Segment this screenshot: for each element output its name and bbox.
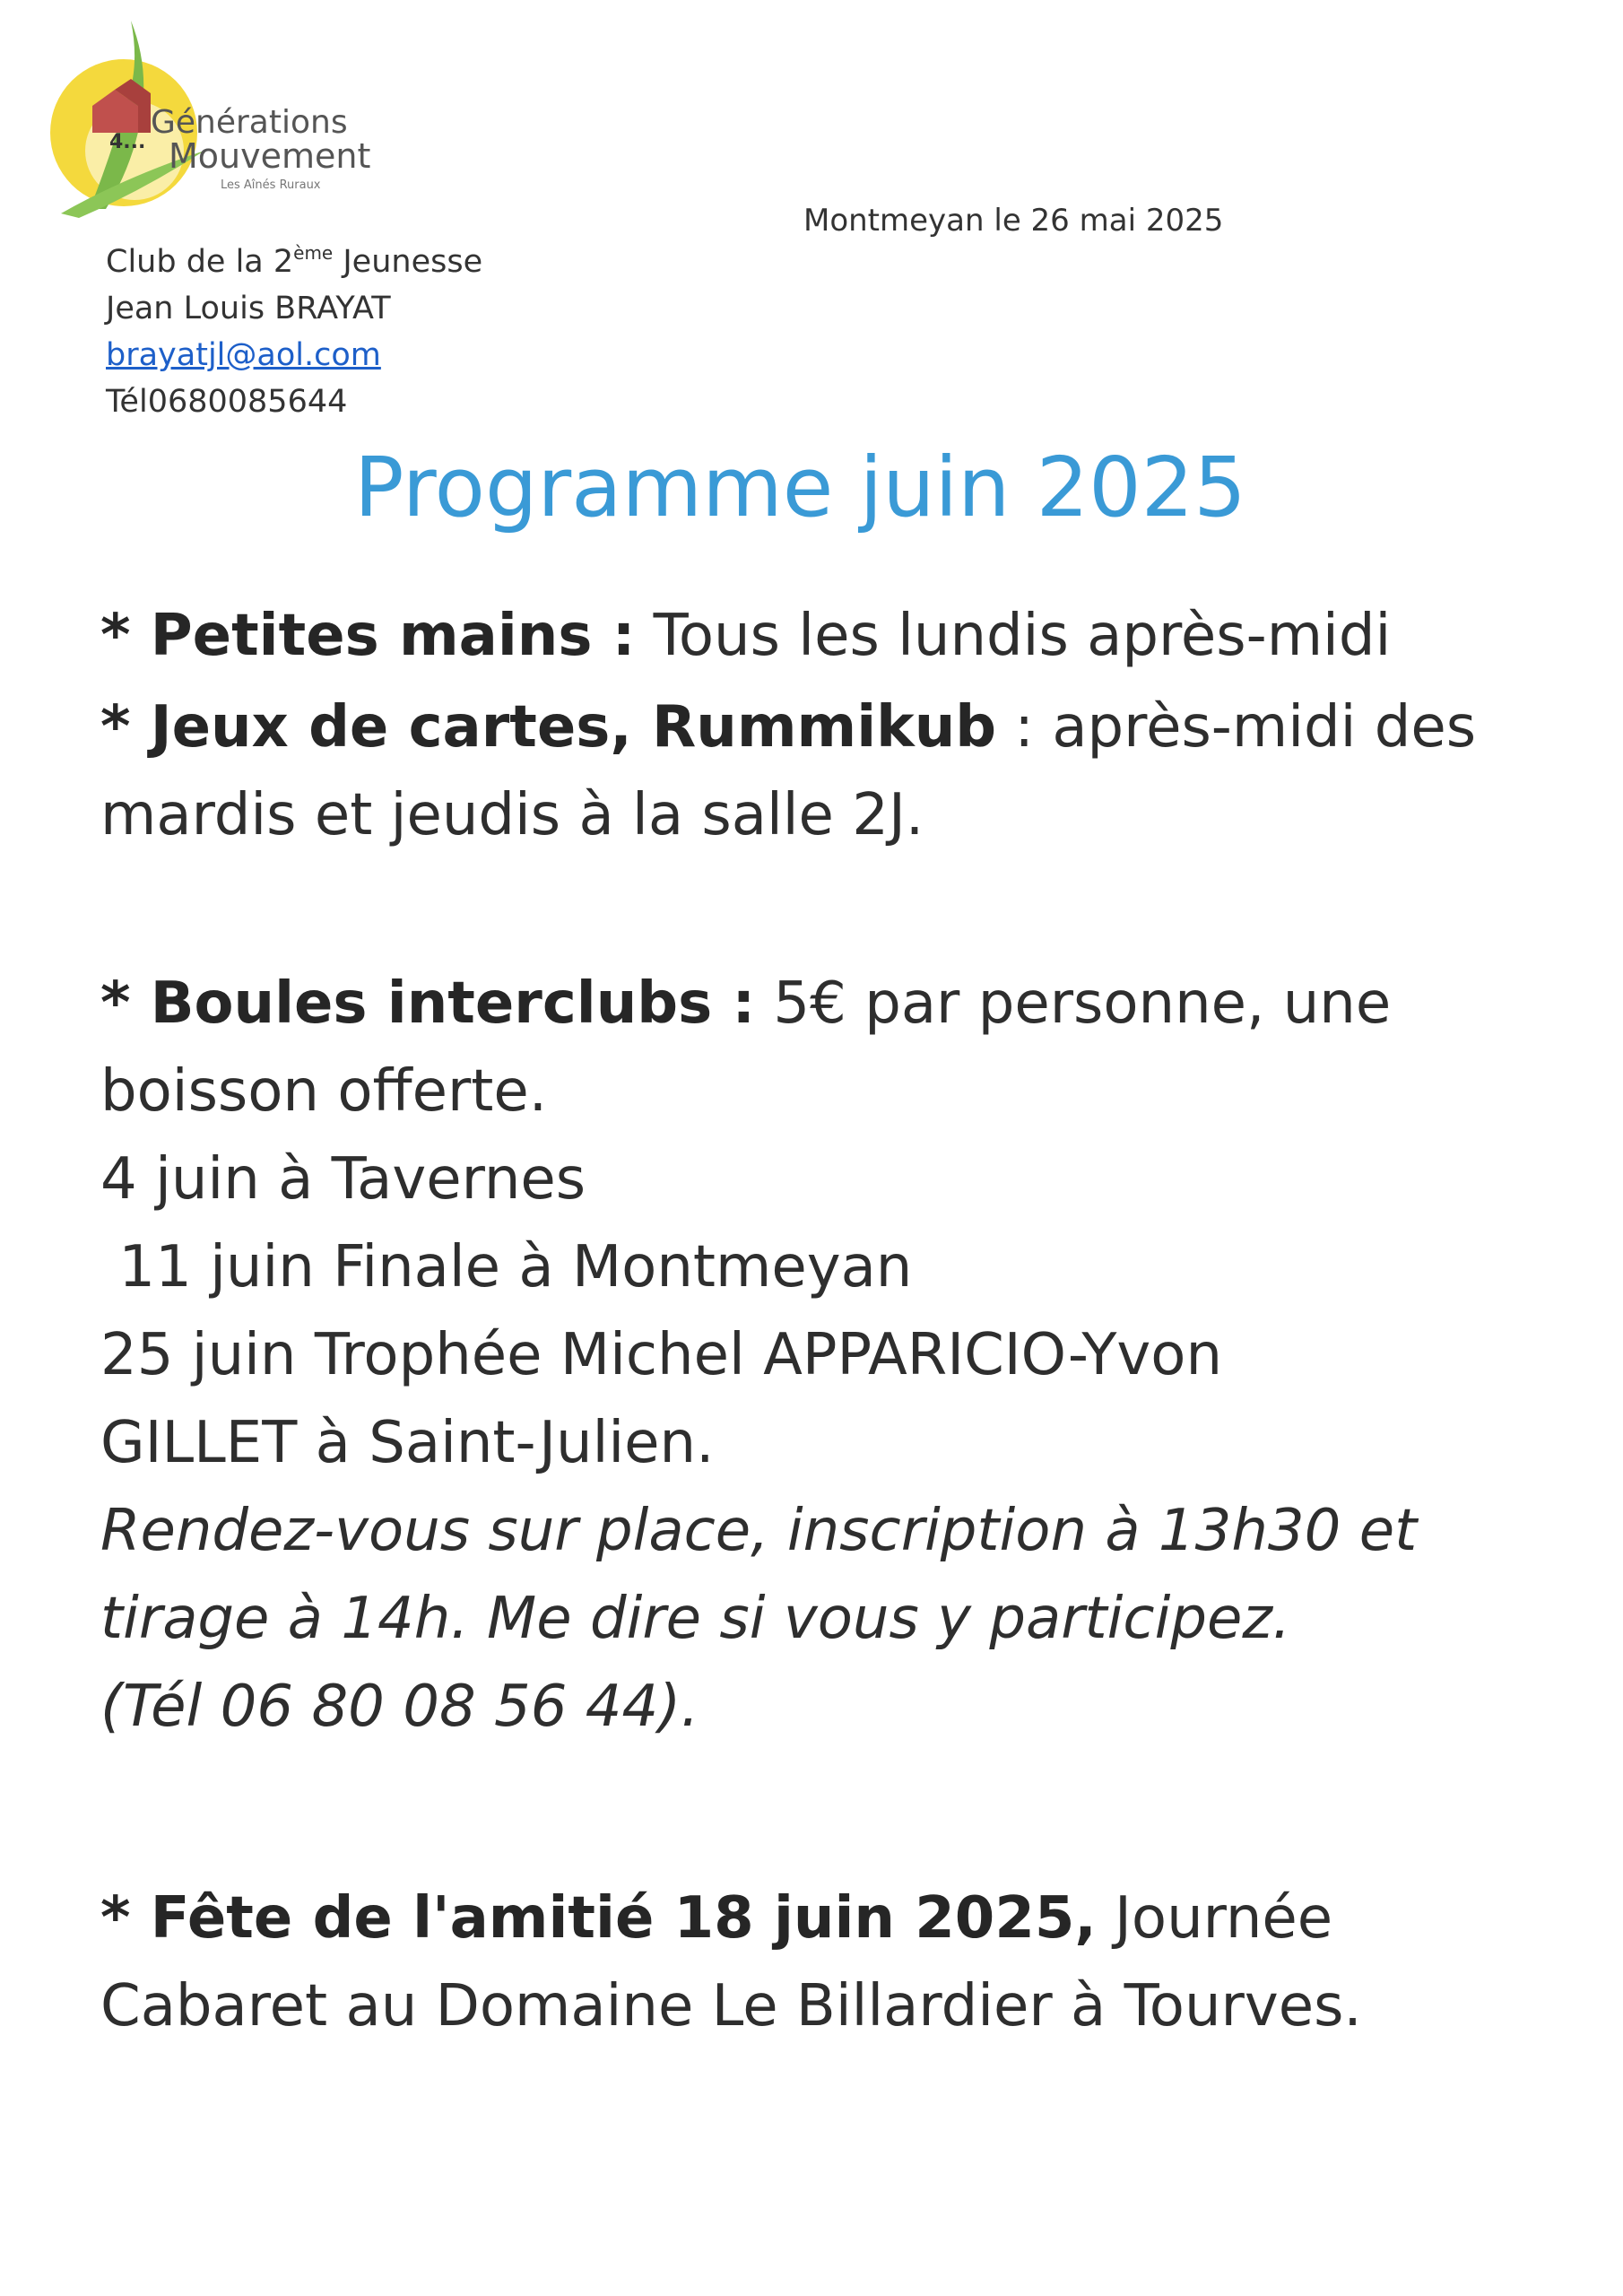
item-boules-interclubs: * Boules interclubs : 5€ par personne, une boisson offerte. 4 juin à Tavernes 11 juin Finale à Montmeyan 25 juin Trophée Michel APPARICIO-Yvon GILLET à Saint-Julien. Rendez-vous sur place, inscription à 13h30 et tirage à 14h. Me dire si vous y participez. (Tél 06 80 08 56 44). (100, 970, 1418, 1740)
contact-name: Jean Louis BRAYAT (106, 291, 391, 326)
item-petites-mains: * Petites mains : Tous les lundis après-midi (100, 603, 1392, 669)
item-jeux-de-cartes: * Jeux de cartes, Rummikub : après-midi des mardis et jeudis à la salle 2J. (100, 694, 1477, 848)
boules-date-finale: 11 juin Finale à Montmeyan (100, 1234, 913, 1300)
logo-text-subtitle: Les Aînés Ruraux (221, 178, 321, 192)
page-title: Programme juin 2025 (354, 439, 1246, 535)
boules-date-tavernes: 4 juin à Tavernes (100, 1146, 586, 1213)
generations-mouvement-logo (25, 16, 384, 222)
item-fete-amitie: * Fête de l'amitié 18 juin 2025, Journée Cabaret au Domaine Le Billardier à Tourves. (100, 1885, 1362, 2039)
club-name: Club de la 2ème Jeunesse (106, 242, 483, 280)
contact-phone: Tél0680085644 (106, 384, 348, 420)
contact-block (106, 239, 482, 425)
logo-text-mouvement: Mouvement (169, 136, 371, 176)
rendez-vous-info: Rendez-vous sur place, inscription à 13h30 et (100, 1498, 1418, 1564)
rendez-vous-phone: (Tél 06 80 08 56 44). (100, 1674, 699, 1740)
boules-date-trophee: 25 juin Trophée Michel APPARICIO-Yvon (100, 1322, 1222, 1388)
email-link[interactable]: brayatjl@aol.com (106, 337, 381, 373)
letter-date: Montmeyan le 26 mai 2025 (803, 203, 1224, 239)
logo-number: 4... (109, 131, 146, 153)
logo-text-generations: Générations (151, 104, 348, 141)
